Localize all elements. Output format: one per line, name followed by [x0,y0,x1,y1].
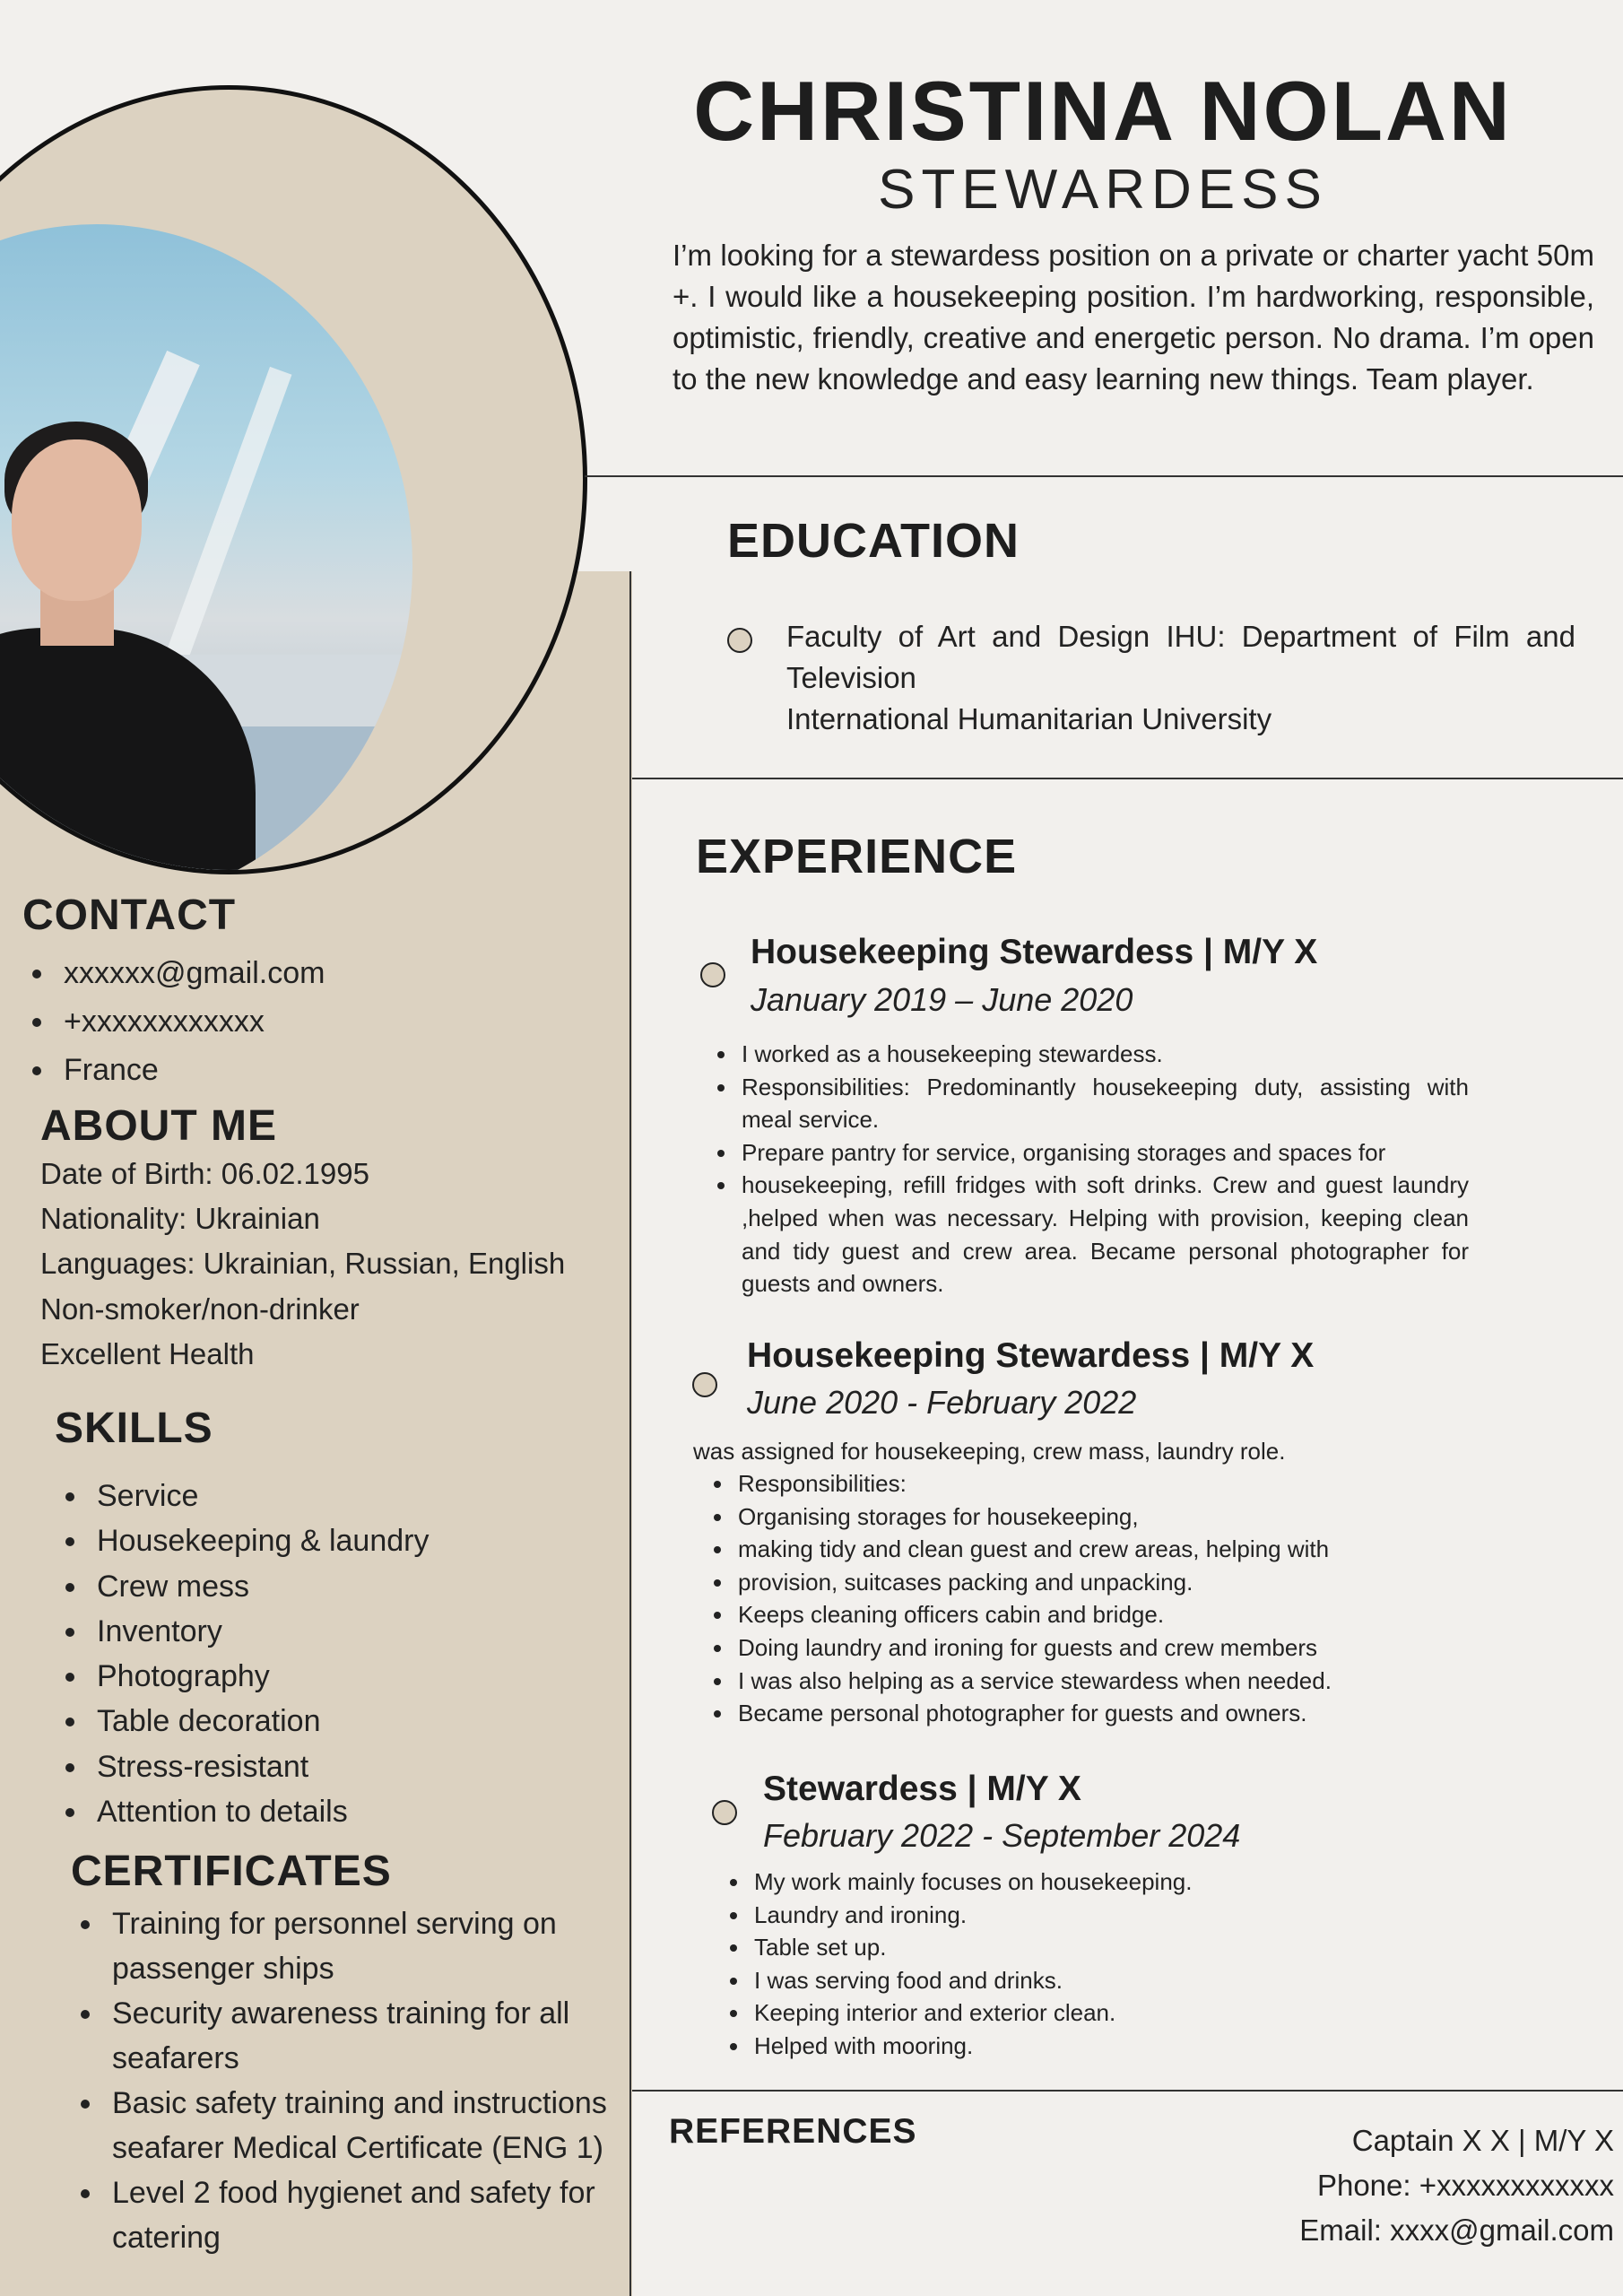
experience-heading: EXPERIENCE [696,830,1018,883]
job-bullet-icon [712,1800,737,1825]
education-entry [786,616,1575,740]
skill-item: • Table decoration [90,1699,429,1744]
job-dates: January 2019 – June 2020 [751,981,1133,1018]
skill-item: • Stress-resistant [90,1744,429,1789]
about-dob: Date of Birth: 06.02.1995 [40,1157,369,1190]
certificates-list [105,1901,607,2260]
reference-phone: Phone: +xxxxxxxxxxxx [1316,2169,1614,2202]
skill-item: • Attention to details [90,1789,429,1834]
about-health: Excellent Health [40,1337,255,1370]
job-dates: June 2020 - February 2022 [747,1384,1137,1421]
job-bullet-icon [700,962,725,987]
skills-list [90,1474,429,1834]
certificate-item: • Training for personnel serving on passenger ships [105,1901,607,1991]
skill-item: • Inventory [90,1609,429,1654]
skill-item: • Service [90,1474,429,1518]
list-item: • making tidy and clean guest and crew areas, helping with [734,1533,1452,1566]
references-heading: REFERENCES [669,2112,917,2151]
list-item: • Responsibilities: Predominantly housekeeping duty, assisting with meal service. [738,1071,1469,1136]
education-university: International Humanitarian University [786,702,1272,735]
about-nationality: Nationality: Ukrainian [40,1202,320,1235]
profile-summary: I’m looking for a stewardess position on a private or charter yacht 50m +. I would like a housekeeping position. I’m hardworking, responsible, optimistic, friendly, creative and energetic person. No drama. I’m open to the new knowledge and easy learning new things. Team player. [673,239,1594,396]
list-item: • Table set up. [751,1931,1468,1964]
divider-education [632,778,1623,779]
job-title: Stewardess | M/Y X [763,1770,1081,1808]
list-item: • My work mainly focuses on housekeeping. [751,1866,1468,1899]
skill-item: • Photography [90,1654,429,1699]
candidate-name: CHRISTINA NOLAN [693,64,1513,158]
left-panel-divider [629,571,631,2296]
contact-location: • France [56,1046,325,1094]
list-item: • Prepare pantry for service, organising storages and spaces for [738,1136,1469,1170]
profile-photo [0,224,412,874]
list-item: • housekeeping, refill fridges with soft drinks. Crew and guest laundry ,helped when was necessary. Helping with provision, keeping clean and tidy guest and crew area. Became personal photographer for guests and owners. [738,1169,1469,1300]
certificates-heading: CERTIFICATES [71,1848,392,1895]
list-item: • Keeps cleaning officers cabin and bridge. [734,1598,1452,1631]
contact-heading: CONTACT [22,891,237,939]
list-item: • Doing laundry and ironing for guests and crew members [734,1631,1452,1665]
list-item: • Became personal photographer for guests and owners. [734,1697,1452,1730]
about-languages: Languages: Ukrainian, Russian, English [40,1247,566,1280]
education-heading: EDUCATION [727,514,1020,568]
list-item: • Laundry and ironing. [751,1899,1468,1932]
contact-email[interactable]: • xxxxxx@gmail.com [56,949,325,997]
list-item: • Helped with mooring. [751,2030,1468,2063]
job-bullet-icon [692,1372,717,1397]
certificate-item: • Security awareness training for all seafarers [105,1991,607,2081]
reference-email: Email: xxxx@gmail.com [1299,2213,1614,2247]
list-item: • Organising storages for housekeeping, [734,1500,1452,1534]
education-faculty: Faculty of Art and Design IHU: Department of Film and Television [786,620,1575,694]
job-title: Housekeeping Stewardess | M/Y X [751,933,1318,971]
job-duties-list [738,1038,1469,1300]
list-item: • provision, suitcases packing and unpacking. [734,1566,1452,1599]
about-heading: ABOUT ME [40,1102,277,1150]
divider-references [632,2090,1623,2092]
about-lifestyle: Non-smoker/non-drinker [40,1292,360,1326]
job-duties-list [734,1467,1452,1730]
candidate-role: STEWARDESS [878,159,1328,221]
contact-list [56,949,325,1094]
skills-heading: SKILLS [55,1405,213,1452]
education-bullet-icon [727,628,752,653]
contact-phone[interactable]: • +xxxxxxxxxxxx [56,997,325,1046]
certificate-item: • Basic safety training and instructions seafarer Medical Certificate (ENG 1) [105,2081,607,2170]
certificate-item: • Level 2 food hygienet and safety for catering [105,2170,607,2260]
job-dates: February 2022 - September 2024 [763,1817,1241,1854]
reference-name: Captain X X | M/Y X [1351,2124,1614,2157]
job-note: was assigned for housekeeping, crew mass, laundry role. [693,1438,1286,1465]
skill-item: • Housekeeping & laundry [90,1518,429,1563]
skill-item: • Crew mess [90,1564,429,1609]
list-item: • Keeping interior and exterior clean. [751,1996,1468,2030]
job-title: Housekeeping Stewardess | M/Y X [747,1336,1315,1375]
divider-summary [585,475,1623,477]
list-item: • Responsibilities: [734,1467,1452,1500]
list-item: • I was serving food and drinks. [751,1964,1468,1997]
job-duties-list [751,1866,1468,2063]
list-item: • I worked as a housekeeping stewardess. [738,1038,1469,1071]
list-item: • I was also helping as a service stewardess when needed. [734,1665,1452,1698]
